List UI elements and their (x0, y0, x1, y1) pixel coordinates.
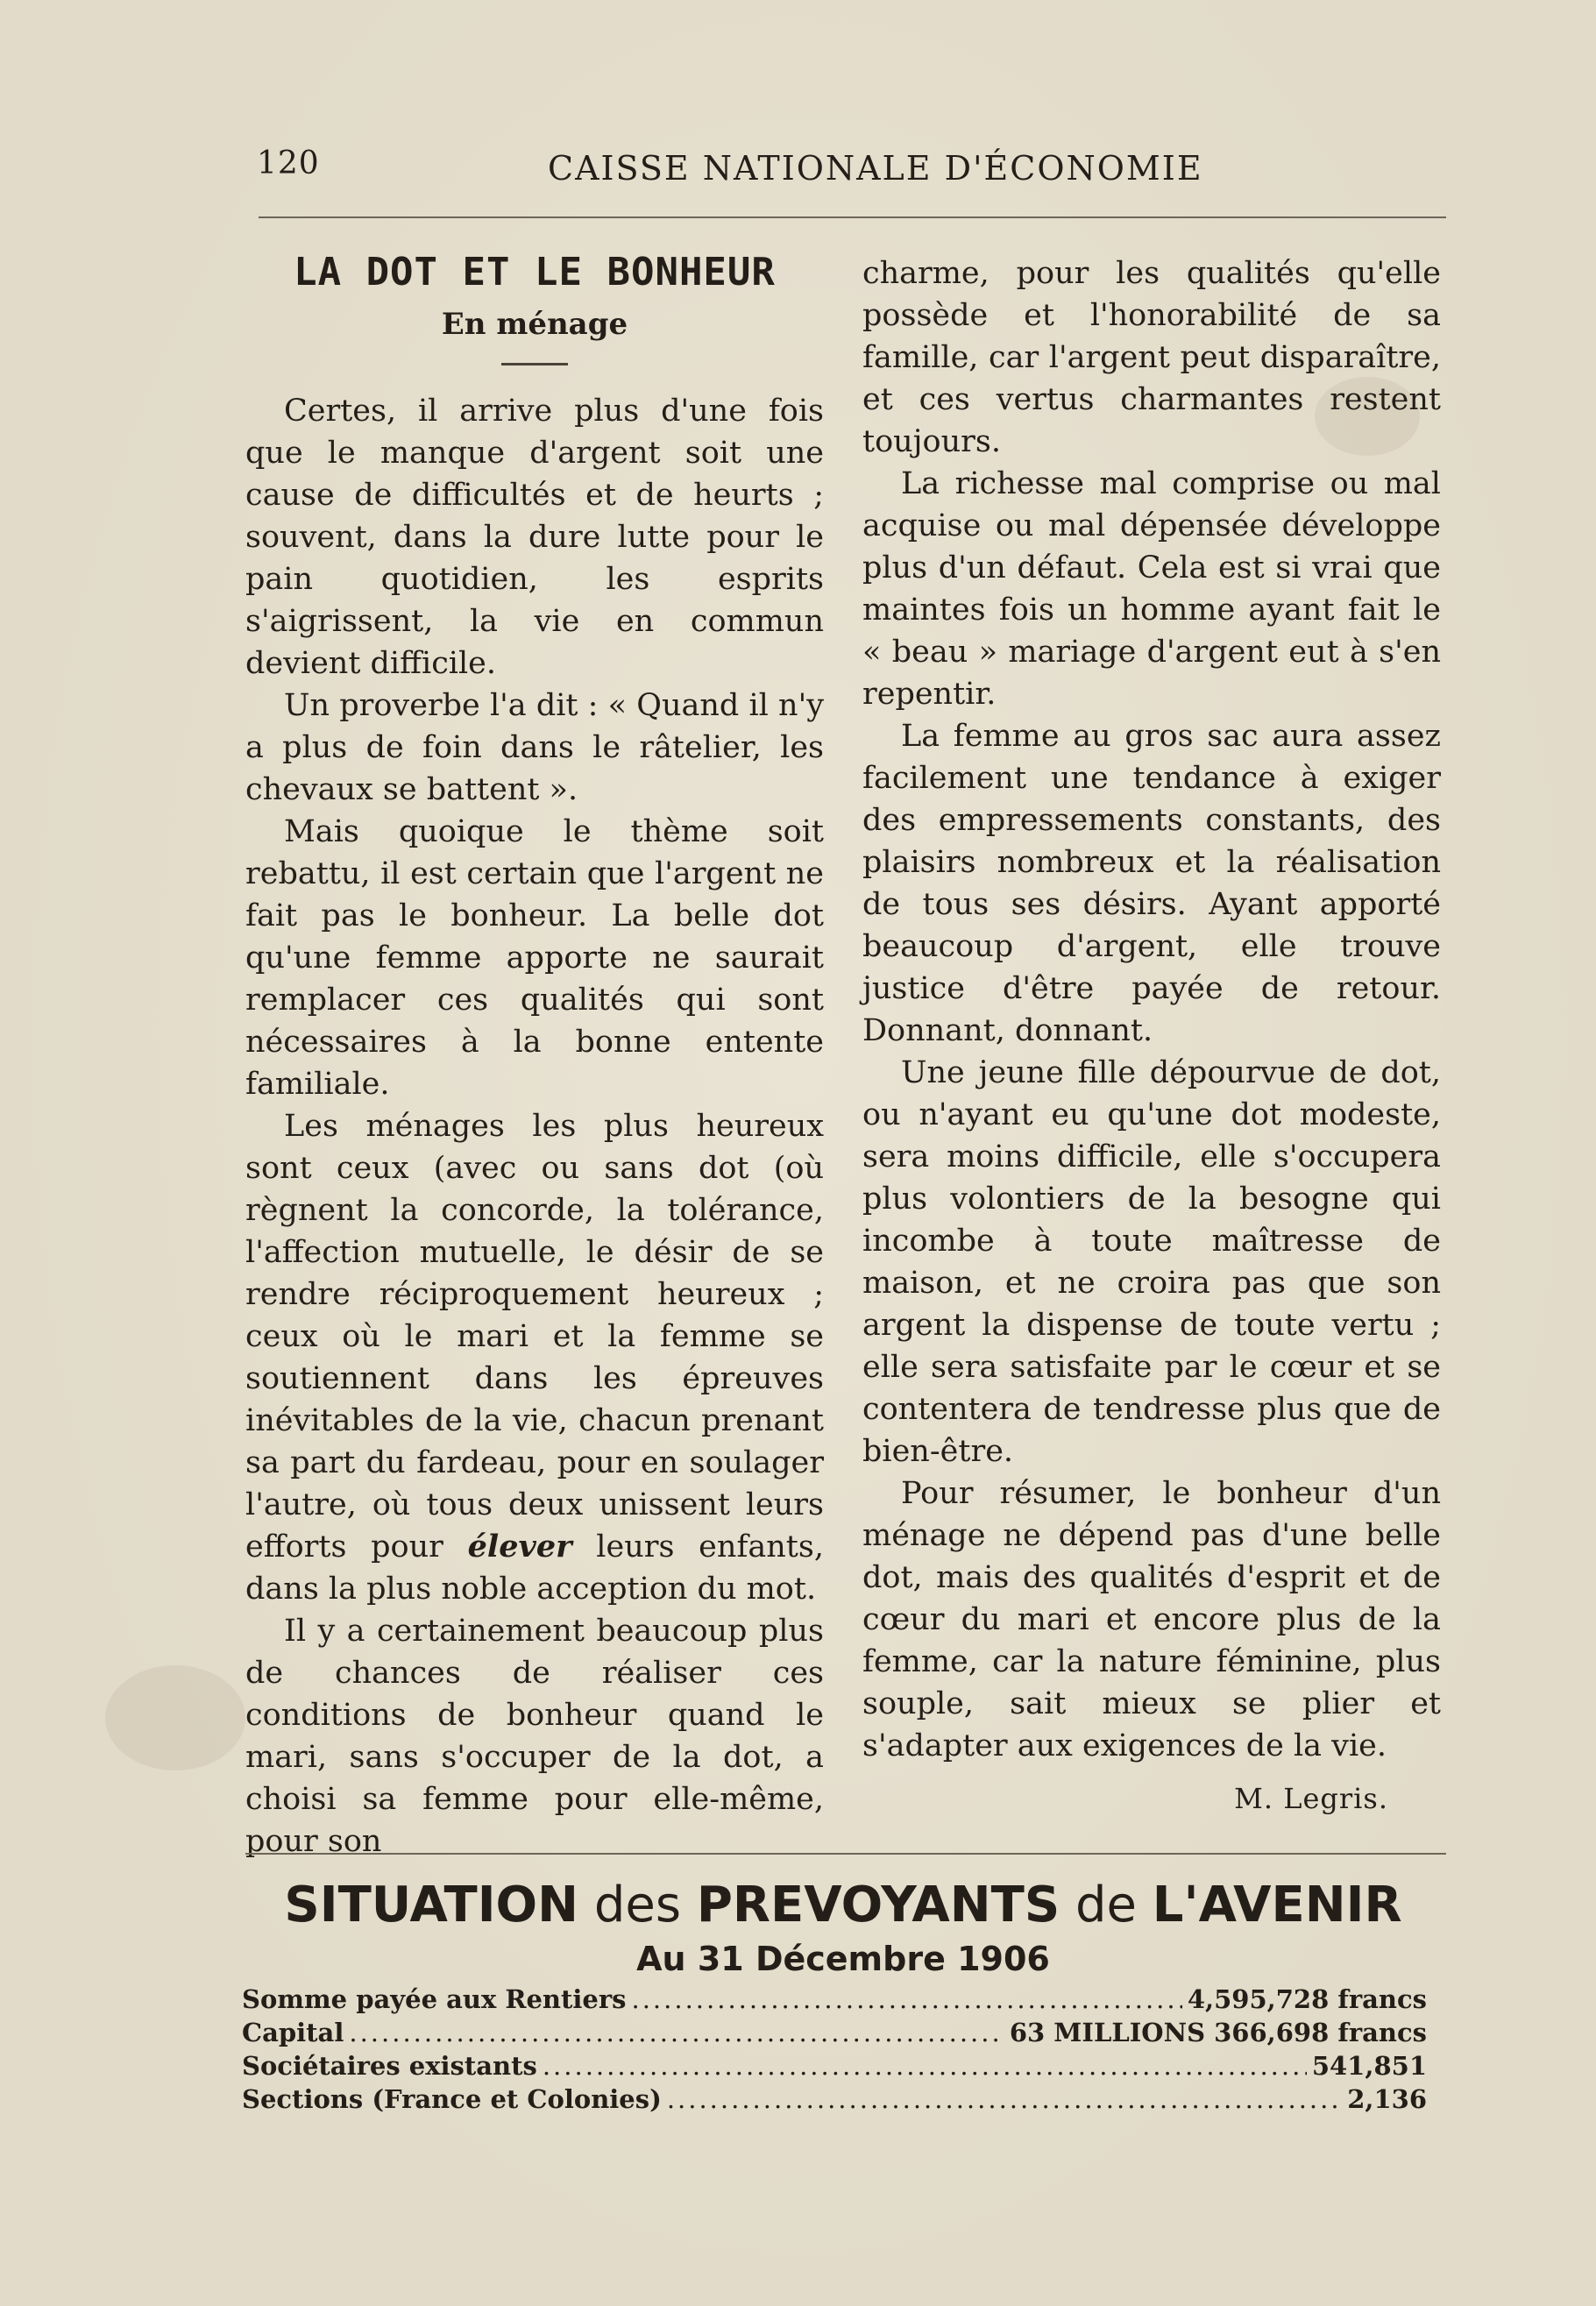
situation-title (238, 1877, 1448, 1933)
article-paragraph: Certes, il arrive plus d'une fois que le manque d'argent soit une cause de difficultés et de heurts ; souvent, dans la dure lutte pour le pain quotidien, les esprits s'aigrissent, la vie en commun devient difficile. (245, 394, 824, 681)
article-title: LA DOT ET LE BONHEUR (294, 250, 776, 294)
section-rule (245, 1853, 1446, 1855)
article-paragraph: La femme au gros sac aura assez facilement une tendance à exiger des empressements constants, des plaisirs nombreux et la réalisation de tous ses désirs. Ayant apporté beaucoup d'argent, elle trouve justice d'être payée de retour. Donnant, donnant. (862, 719, 1441, 1048)
stat-value: 541,851 (1311, 2051, 1427, 2081)
dot-leader (667, 2082, 1342, 2116)
stat-row (242, 2049, 1427, 2082)
article-signature: M. Legris. (1234, 1782, 1388, 1815)
stat-value: 2,136 (1347, 2084, 1427, 2114)
situation-date: Au 31 Décembre 1906 (636, 1940, 1050, 1978)
page-header (257, 140, 1444, 193)
article-italic-word: élever (467, 1529, 572, 1565)
running-title: CAISSE NATIONALE D'ÉCONOMIE (548, 149, 1203, 188)
title-word: SITUATION (284, 1877, 579, 1933)
article-column-left (245, 238, 824, 1863)
article-paragraph-continued: charme, pour les qualités qu'elle possède et l'honorabilité de sa famille, car l'argent peut disparaître, et ces vertus charmantes restent toujours. (862, 256, 1441, 459)
stat-value: 4,595,728 francs (1187, 1984, 1427, 2014)
article-text: Les ménages les plus heureux sont ceux (avec ou sans dot (où règnent la concorde, la tolérance, l'affection mutuelle, le désir de se rendre réciproquement heureux ; ceux où le mari et la femme se soutiennent dans les épreuves inévitables de la vie, chacun prenant sa part du fardeau, pour en soulager l'autre, où tous deux unissent leurs efforts pour (245, 1109, 824, 1565)
article-paragraph (245, 1105, 824, 1610)
dot-leader (631, 1983, 1181, 2016)
article-paragraph: La richesse mal comprise ou mal acquise ou mal dépensée développe plus d'un défaut. Cela est si vrai que maintes fois un homme ayant fait le « beau » mariage d'argent eut à s'en repentir. (862, 466, 1441, 712)
page-number: 120 (257, 145, 320, 181)
title-word: de (1075, 1877, 1137, 1933)
stat-row (242, 2082, 1427, 2116)
stat-row (242, 2016, 1427, 2049)
header-rule (259, 216, 1446, 218)
title-word: des (593, 1877, 682, 1933)
title-word: PREVOYANTS (696, 1877, 1060, 1933)
stat-label: Sections (France et Colonies) (242, 2084, 662, 2114)
stat-label: Somme payée aux Rentiers (242, 1984, 627, 2014)
paper-stain (105, 1665, 245, 1770)
article-paragraph: Un proverbe l'a dit : « Quand il n'y a plus de foin dans le râtelier, les chevaux se battent ». (245, 688, 824, 807)
situation-stats (242, 1983, 1427, 2116)
stat-row (242, 1983, 1427, 2016)
article-paragraph: Mais quoique le thème soit rebattu, il est certain que l'argent ne fait pas le bonheur. La belle dot qu'une femme apporte ne saurait remplacer ces qualités qui sont nécessaires à la bonne entente familiale. (245, 814, 824, 1102)
stat-value: 63 MILLIONS 366,698 francs (1009, 2018, 1427, 2047)
article-paragraph: Une jeune fille dépourvue de dot, ou n'ayant eu qu'une dot modeste, sera moins difficile, elle s'occupera plus volontiers de la besogne qui incombe à toute maîtresse de maison, et ne croira pas que son argent la dispense de toute vertu ; elle sera satisfaite par le cœur et se contentera de tendresse plus que de bien-être. (862, 1055, 1441, 1469)
dot-leader (349, 2016, 1004, 2049)
stat-label: Capital (242, 2018, 344, 2047)
stat-label: Sociétaires existants (242, 2051, 537, 2081)
dot-leader (543, 2049, 1307, 2082)
article-paragraph: Il y a certainement beaucoup plus de chances de réaliser ces conditions de bonheur quand le mari, sans s'occuper de la dot, a choisi sa femme pour elle-même, pour son (245, 1614, 824, 1859)
title-word: L'AVENIR (1152, 1877, 1402, 1933)
article-text: leurs enfants, dans la plus noble acception du mot. (245, 1529, 824, 1607)
article-paragraph: Pour résumer, le bonheur d'un ménage ne dépend pas d'une belle dot, mais des qualités d'esprit et de cœur du mari et encore plus de la femme, car la nature féminine, plus souple, sait mieux se plier et s'adapter aux exigences de la vie. (862, 1476, 1441, 1763)
title-divider (501, 363, 568, 365)
article-column-right (862, 252, 1441, 1820)
article-subtitle: En ménage (441, 307, 628, 342)
